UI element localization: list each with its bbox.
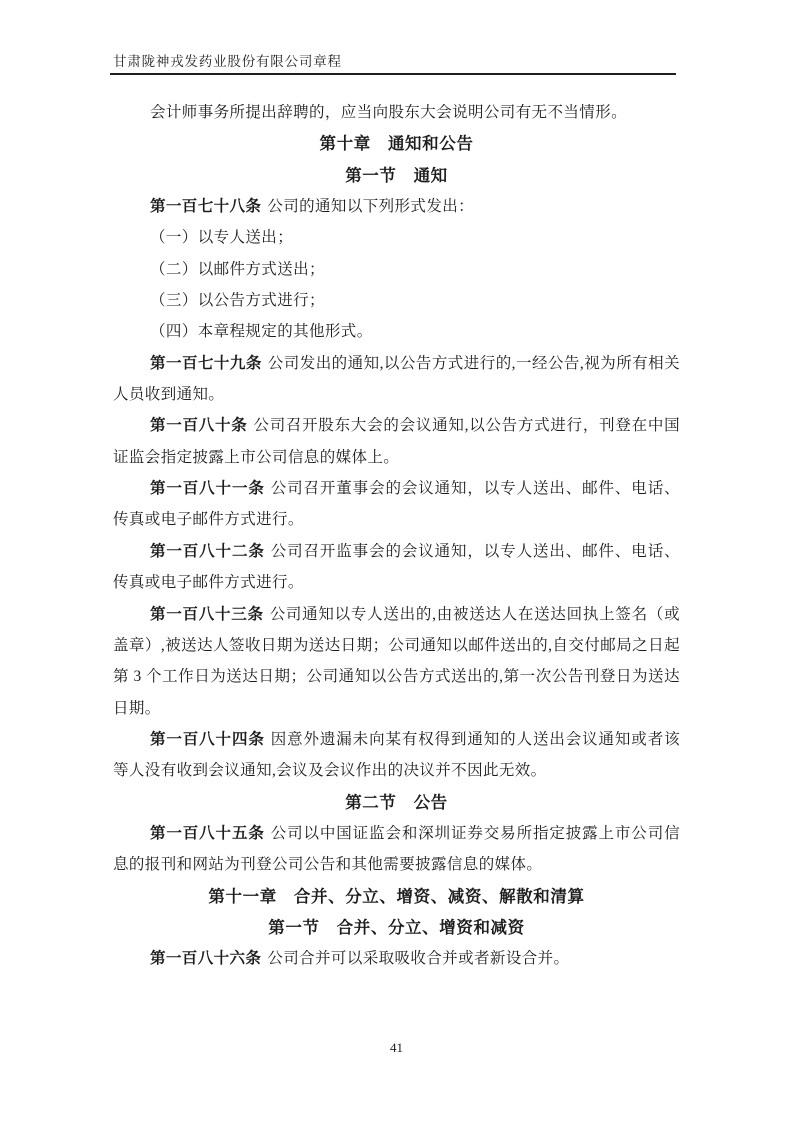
article-182 xyxy=(113,536,680,599)
article-181 xyxy=(113,473,680,536)
article-184-text: 因意外遗漏未向某有权得到通知的人送出会议通知或者该等人没有收到会议通知,会议及会议作出的决议并不因此无效。 xyxy=(113,730,680,780)
article-180-text: 公司召开股东大会的会议通知,以公告方式进行，刊登在中国证监会指定披露上市公司信息的媒体上。 xyxy=(113,417,680,466)
article-183 xyxy=(113,599,680,724)
article-179-number: 第一百七十九条 xyxy=(150,354,262,372)
article-180-number: 第一百八十条 xyxy=(150,417,248,435)
article-178-text: 公司的通知以下列形式发出： xyxy=(267,198,475,216)
article-185-number: 第一百八十五条 xyxy=(150,824,265,842)
article-183-number: 第一百八十三条 xyxy=(150,605,264,623)
article-186-number: 第一百八十六条 xyxy=(150,950,262,968)
article-180 xyxy=(113,410,680,473)
article-181-text: 公司召开董事会的会议通知，以专人送出、邮件、电话、传真或电子邮件方式进行。 xyxy=(113,480,680,529)
chapter-heading-merger-division: 第十一章 合并、分立、增资、减资、解散和清算 xyxy=(208,886,585,906)
section-heading-announcements: 第二节 公告 xyxy=(345,792,448,812)
article-185-text: 公司以中国证监会和深圳证券交易所指定披露上市公司信息的报刊和网站为刊登公司公告和其他需要披露信息的媒体。 xyxy=(113,824,680,874)
article-178-number: 第一百七十八条 xyxy=(150,198,262,216)
article-182-number: 第一百八十二条 xyxy=(150,542,265,560)
article-179-text: 公司发出的通知,以公告方式进行的,一经公告,视为所有相关人员收到通知。 xyxy=(113,354,680,404)
list-item-2: （二）以邮件方式送出； xyxy=(150,260,325,278)
header-document-title: 甘肃陇神戎发药业股份有限公司章程 xyxy=(113,54,342,69)
article-178 xyxy=(113,191,680,222)
article-186 xyxy=(113,943,680,974)
chapter-heading-notices-announcements: 第十章 通知和公告 xyxy=(319,134,474,154)
article-179 xyxy=(113,348,680,411)
page-number: 41 xyxy=(390,1040,403,1055)
list-item-4: （四）本章程规定的其他形式。 xyxy=(150,323,373,341)
list-item-1: （一）以专人送出； xyxy=(150,229,294,247)
article-185 xyxy=(113,818,680,881)
section-heading-notices: 第一节 通知 xyxy=(345,165,448,185)
article-183-text: 公司通知以专人送出的,由被送达人在送达回执上签名（或盖章）,被送达人签收日期为送达日期；公司通知以邮件送出的,自交付邮局之日起第 3 个工作日为送达日期；公司通知以公告方式送出的,第一次公告刊登日为送达日期。 xyxy=(113,605,680,717)
intro-paragraph: 会计师事务所提出辞聘的，应当向股东大会说明公司有无不当情形。 xyxy=(150,104,628,121)
article-182-text: 公司召开监事会的会议通知，以专人送出、邮件、电话、传真或电子邮件方式进行。 xyxy=(113,542,680,592)
article-184-number: 第一百八十四条 xyxy=(150,730,265,748)
article-186-text: 公司合并可以采取吸收合并或者新设合并。 xyxy=(267,950,570,968)
article-181-number: 第一百八十一条 xyxy=(150,480,265,498)
document-body xyxy=(113,97,680,975)
list-item-3: （三）以公告方式进行； xyxy=(150,292,325,310)
article-184 xyxy=(113,724,680,787)
section-heading-merger-division: 第一节 合并、分立、增资和减资 xyxy=(268,917,525,937)
header-divider xyxy=(110,73,676,75)
